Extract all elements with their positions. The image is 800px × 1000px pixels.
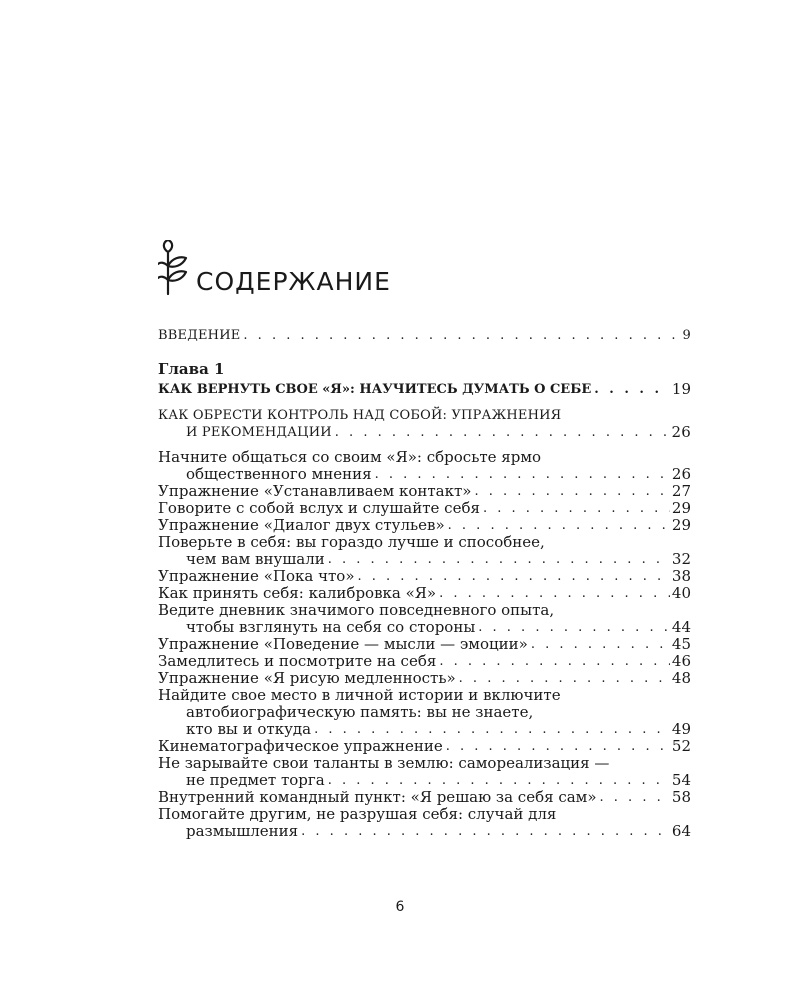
toc-page-number: 9 bbox=[682, 328, 691, 343]
toc-entry-label: Как принять себя: калибровка «Я» bbox=[158, 584, 437, 602]
toc-page-number: 49 bbox=[671, 720, 691, 738]
toc-entry-line: Не зарывайте свои таланты в землю: самореализация — bbox=[158, 754, 610, 772]
toc-page-number: 27 bbox=[671, 482, 691, 500]
toc-page-number: 64 bbox=[671, 822, 691, 840]
dot-leader bbox=[474, 483, 669, 500]
toc-entry[interactable] bbox=[158, 602, 691, 636]
dot-leader bbox=[478, 619, 670, 636]
toc-entry[interactable] bbox=[158, 500, 691, 517]
dot-leader bbox=[328, 551, 670, 568]
toc-entry-line: Поверьте в себя: вы гораздо лучше и способнее, bbox=[158, 533, 545, 551]
dot-leader bbox=[301, 823, 670, 840]
toc-page-number: 38 bbox=[671, 567, 691, 585]
page-number: 6 bbox=[395, 899, 405, 915]
toc-entry-label: не предмет торга bbox=[186, 771, 325, 789]
dot-leader bbox=[531, 636, 670, 653]
toc-page-number: 29 bbox=[671, 499, 691, 517]
toc-page-number: 29 bbox=[671, 516, 691, 534]
dot-leader bbox=[328, 772, 670, 789]
toc-entry-list bbox=[158, 449, 691, 840]
toc-entry-label: кто вы и откуда bbox=[186, 720, 312, 738]
toc-entry-intro[interactable] bbox=[158, 327, 691, 344]
toc-entry-label: ВВЕДЕНИЕ bbox=[158, 328, 241, 343]
toc-page-number: 26 bbox=[671, 465, 691, 483]
toc-page-number: 44 bbox=[671, 618, 691, 636]
dot-leader bbox=[459, 670, 670, 687]
toc-entry-label: Замедлитесь и посмотрите на себя bbox=[158, 652, 437, 670]
toc-entry-line: Ведите дневник значимого повседневного опыта, bbox=[158, 601, 555, 619]
toc-entry[interactable] bbox=[158, 789, 691, 806]
chapter-number: Глава 1 bbox=[158, 360, 225, 378]
toc-page-number: 52 bbox=[671, 737, 691, 755]
leaf-sprout-icon bbox=[158, 240, 196, 296]
toc-entry-label: Упражнение «Пока что» bbox=[158, 567, 355, 585]
toc-entry[interactable] bbox=[158, 755, 691, 789]
toc-entry-label: Говорите с собой вслух и слушайте себя bbox=[158, 499, 480, 517]
toc-page-number: 32 bbox=[671, 550, 691, 568]
toc-entry-label: Упражнение «Поведение — мысли — эмоции» bbox=[158, 635, 528, 653]
dot-leader bbox=[483, 500, 670, 517]
toc-page-number: 48 bbox=[671, 669, 691, 687]
dot-leader bbox=[314, 721, 670, 738]
page-title: СОДЕРЖАНИЕ bbox=[196, 267, 391, 296]
toc-entry-line: Найдите свое место в личной истории и включите bbox=[158, 686, 561, 704]
toc-entry[interactable] bbox=[158, 483, 691, 500]
toc-entry[interactable] bbox=[158, 568, 691, 585]
toc-entry-line: Помогайте другим, не разрушая себя: случай для bbox=[158, 805, 557, 823]
toc-entry-chapter-title[interactable] bbox=[158, 381, 691, 398]
dot-leader bbox=[439, 585, 670, 602]
toc-header bbox=[158, 232, 558, 304]
dot-leader bbox=[594, 381, 670, 398]
toc-entry[interactable] bbox=[158, 670, 691, 687]
toc-entry[interactable] bbox=[158, 517, 691, 534]
toc-entry[interactable] bbox=[158, 806, 691, 840]
toc-entry[interactable] bbox=[158, 738, 691, 755]
toc-entry-line: Начните общаться со своим «Я»: сбросьте ярмо bbox=[158, 448, 542, 466]
table-of-contents bbox=[158, 327, 691, 840]
toc-page-number: 19 bbox=[671, 380, 691, 398]
toc-entry[interactable] bbox=[158, 636, 691, 653]
toc-entry[interactable] bbox=[158, 585, 691, 602]
toc-entry-section[interactable] bbox=[158, 407, 691, 441]
dot-leader bbox=[448, 517, 670, 534]
toc-entry-label: КАК ВЕРНУТЬ СВОЕ «Я»: НАУЧИТЕСЬ ДУМАТЬ О СЕБЕ bbox=[158, 382, 592, 397]
toc-entry[interactable] bbox=[158, 687, 691, 738]
toc-page-number: 46 bbox=[671, 652, 691, 670]
toc-entry-line: КАК ОБРЕСТИ КОНТРОЛЬ НАД СОБОЙ: УПРАЖНЕНИЯ bbox=[158, 408, 562, 423]
toc-entry-label: чтобы взглянуть на себя со стороны bbox=[186, 618, 476, 636]
dot-leader bbox=[375, 466, 670, 483]
toc-page-number: 40 bbox=[671, 584, 691, 602]
toc-page-number: 45 bbox=[671, 635, 691, 653]
toc-entry-label: Кинематографическое упражнение bbox=[158, 737, 443, 755]
toc-entry-label: Упражнение «Я рисую медленность» bbox=[158, 669, 456, 687]
dot-leader bbox=[446, 738, 670, 755]
toc-page-number: 58 bbox=[671, 788, 691, 806]
toc-entry-label: размышления bbox=[186, 822, 299, 840]
toc-entry-line: И РЕКОМЕНДАЦИИ bbox=[186, 425, 332, 440]
dot-leader bbox=[600, 789, 670, 806]
toc-entry-line: автобиографическую память: вы не знаете, bbox=[186, 703, 534, 721]
dot-leader bbox=[358, 568, 670, 585]
toc-entry-label: Упражнение «Диалог двух стульев» bbox=[158, 516, 445, 534]
toc-entry[interactable] bbox=[158, 449, 691, 483]
toc-page-number: 26 bbox=[671, 423, 691, 441]
toc-entry-label: Внутренний командный пункт: «Я решаю за себя сам» bbox=[158, 788, 597, 806]
toc-entry-label: общественного мнения bbox=[186, 465, 372, 483]
dot-leader bbox=[335, 424, 670, 441]
toc-entry-label: чем вам внушали bbox=[186, 550, 325, 568]
toc-entry-label: Упражнение «Устанавливаем контакт» bbox=[158, 482, 472, 500]
dot-leader bbox=[439, 653, 670, 670]
dot-leader bbox=[243, 327, 680, 344]
toc-page-number: 54 bbox=[671, 771, 691, 789]
toc-entry[interactable] bbox=[158, 534, 691, 568]
toc-entry[interactable] bbox=[158, 653, 691, 670]
